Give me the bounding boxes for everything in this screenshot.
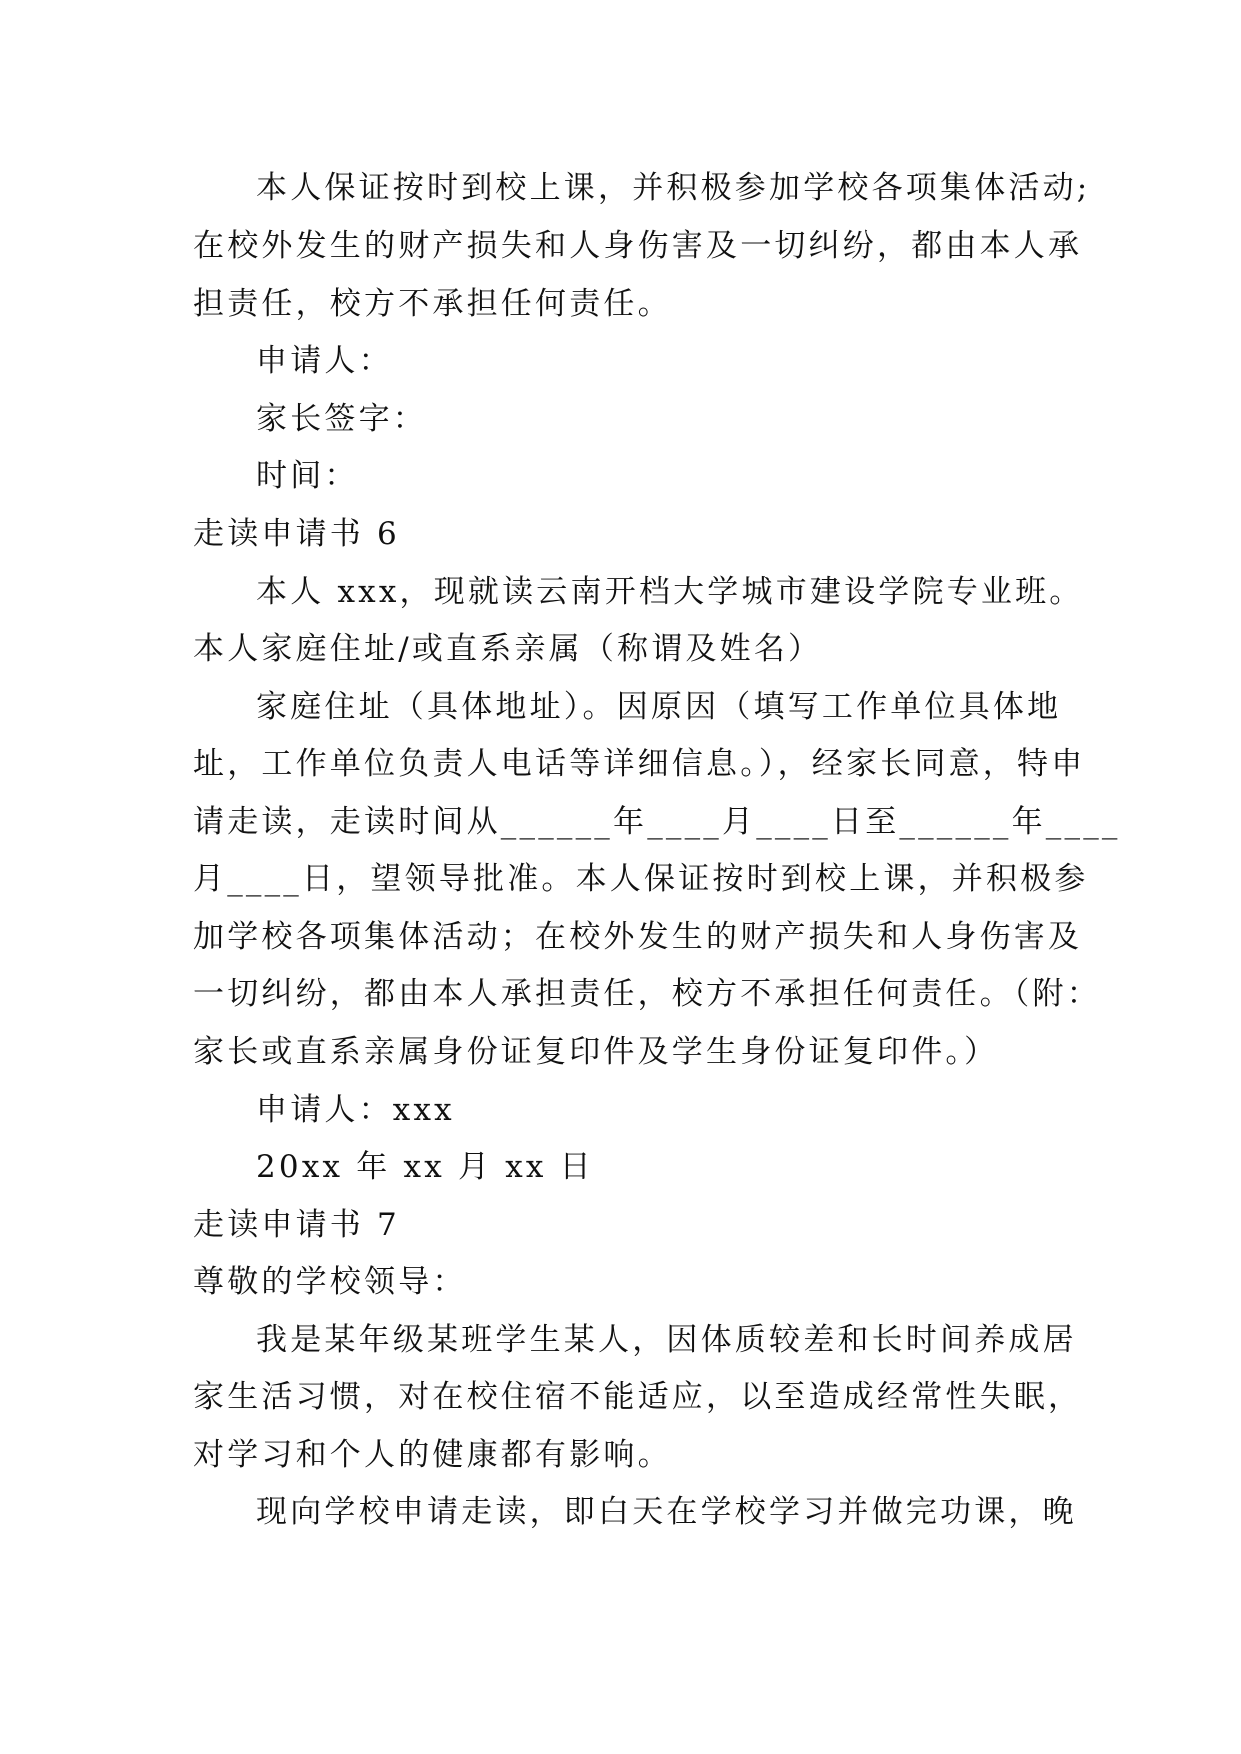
section-heading: 走读申请书 7 [193, 1207, 400, 1243]
parent-signature-label: 家长签字： [256, 401, 427, 437]
paragraph-line: 现向学校申请走读，即白天在学校学习并做完功课，晚 [256, 1494, 1077, 1530]
paragraph-line: 月____日，望领导批准。本人保证按时到校上课，并积极参 [193, 861, 1089, 897]
paragraph-line: 担责任，校方不承担任何责任。 [193, 286, 672, 322]
paragraph-line: 加学校各项集体活动；在校外发生的财产损失和人身伤害及 [193, 919, 1083, 955]
applicant-line: 申请人：xxx [256, 1092, 455, 1128]
paragraph-line: 址，工作单位负责人电话等详细信息。），经家长同意，特申 [193, 746, 1086, 782]
salutation: 尊敬的学校领导： [193, 1264, 467, 1300]
paragraph-line: 对学习和个人的健康都有影响。 [193, 1437, 672, 1473]
date-line: 20xx 年 xx 月 xx 日 [256, 1149, 594, 1185]
paragraph-line: 家庭住址（具体地址）。因原因（填写工作单位具体地 [256, 689, 1062, 725]
paragraph-line: 我是某年级某班学生某人，因体质较差和长时间养成居 [256, 1322, 1077, 1358]
paragraph-line: 家生活习惯，对在校住宿不能适应，以至造成经常性失眠， [193, 1379, 1083, 1415]
applicant-label: 申请人： [256, 343, 393, 379]
date-label: 时间： [256, 458, 359, 494]
paragraph-line: 一切纠纷，都由本人承担责任，校方不承担任何责任。（附： [193, 976, 1101, 1012]
paragraph-line: 请走读，走读时间从______年____月____日至______年____ [193, 804, 1121, 840]
paragraph-line: 本人家庭住址/或直系亲属（称谓及姓名） [193, 631, 823, 667]
paragraph-line: 家长或直系亲属身份证复印件及学生身份证复印件。） [193, 1034, 999, 1070]
paragraph-line: 本人 xxx，现就读云南开档大学城市建设学院专业班。 [256, 574, 1084, 610]
paragraph-line: 本人保证按时到校上课，并积极参加学校各项集体活动; [256, 170, 1091, 206]
paragraph-line: 在校外发生的财产损失和人身伤害及一切纠纷，都由本人承 [193, 228, 1083, 264]
section-heading: 走读申请书 6 [193, 516, 400, 552]
